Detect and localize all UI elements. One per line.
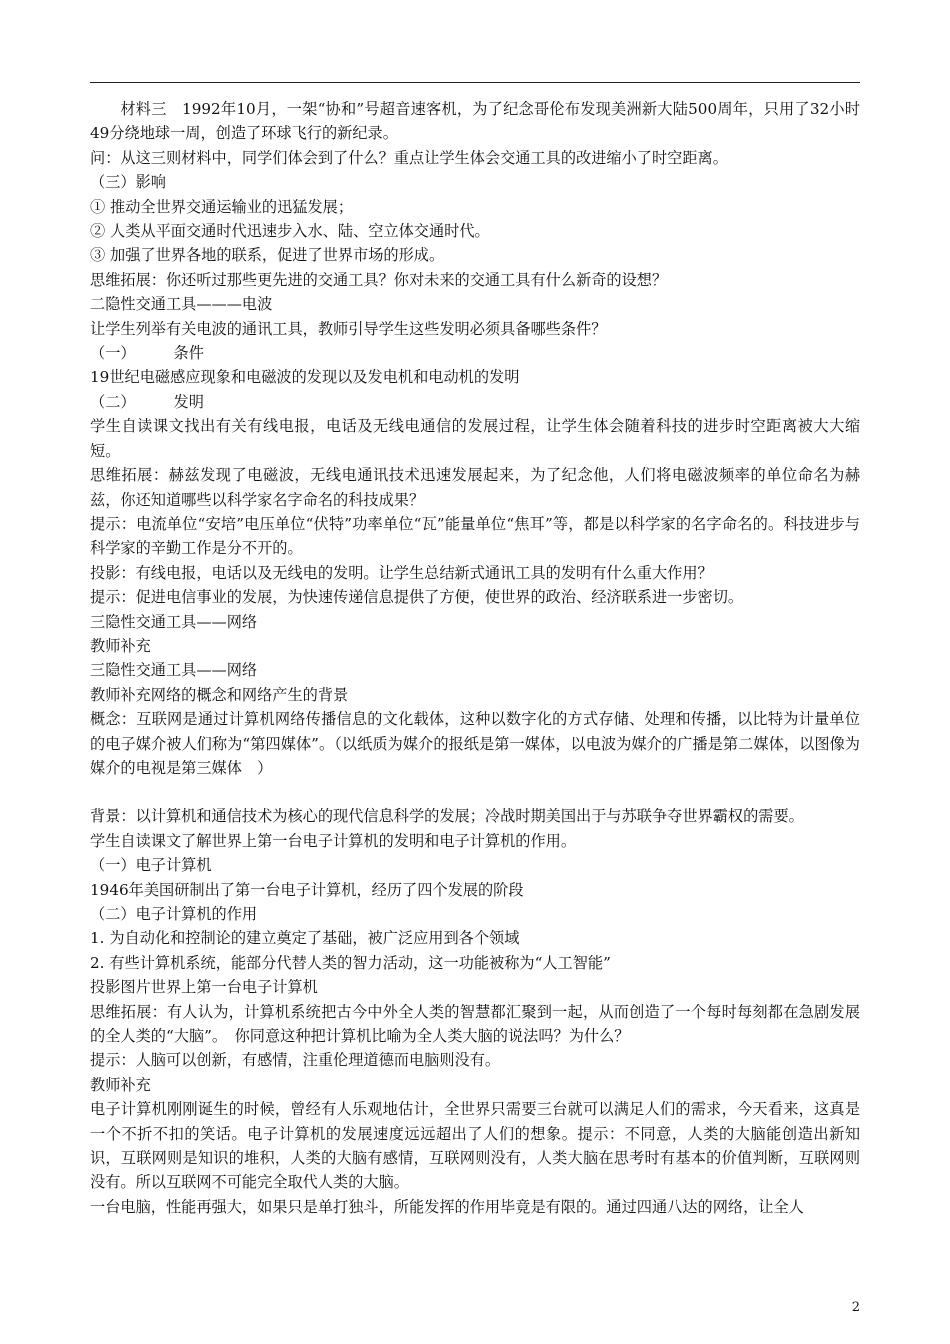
paragraph-one-computer: 一台电脑，性能再强大，如果只是单打独斗，所能发挥的作用毕竟是有限的。通过四通八达的网络，让全人 (90, 1197, 804, 1216)
paragraph-projection-2: 投影图片世界上第一台电子计算机 (90, 978, 318, 997)
list-item-impact-1: ① 推动全世界交通运输业的迅猛发展； (90, 197, 354, 216)
heading-impact: （三）影响 (90, 173, 166, 192)
paragraph-hint-2: 提示：促进电信事业的发展，为快速传递信息提供了方便，使世界的政治、经济联系进一步密切。 (90, 588, 744, 607)
list-item-role-2: 2. 有些计算机系统，能部分代替人类的智力活动，这一功能被称为“人工智能” (90, 953, 611, 972)
heading-radio-waves: 二隐性交通工具———电波 (90, 295, 273, 314)
paragraph-teacher-supplement-1: 教师补充 (90, 636, 151, 655)
paragraph-material-three: 材料三 1992年10月，一架“协和”号超音速客机，为了纪念哥伦布发现美洲新大陆500周年，只用了32小时49分绕地球一周，创造了环球飞行的新纪录。 (90, 100, 860, 143)
paragraph-thinking-3: 思维拓展：有人认为，计算机系统把古今中外全人类的智慧都汇聚到一起，从而创造了一个每时每刻都在急剧发展的全人类的“大脑”。 你同意这种把计算机比喻为全人类大脑的说法吗？为什么？ (90, 1002, 860, 1046)
list-item-impact-2: ② 人类从平面交通时代迅速步入水、陆、空立体交通时代。 (90, 222, 490, 241)
header-rule (90, 82, 860, 83)
paragraph-list-tools: 让学生列举有关电波的通讯工具，教师引导学生这些发明必须具备哪些条件？ (90, 319, 607, 338)
page-number: 2 (851, 1300, 860, 1315)
paragraph-thinking-2: 思维拓展：赫兹发现了电磁波，无线电通讯技术迅速发展起来，为了纪念他，人们将电磁波频率的单位命名为赫兹，你还知道哪些以科学家名字命名的科技成果？ (90, 466, 860, 509)
paragraph-conditions: 19世纪电磁感应现象和电磁波的发现以及发电机和电动机的发明 (90, 368, 520, 387)
document-body (90, 97, 860, 1219)
paragraph-question: 问：从这三则材料中，同学们体会到了什么？重点让学生体会交通工具的改进缩小了时空距离。 (90, 148, 728, 167)
paragraph-self-read-2: 学生自读课文了解世界上第一台电子计算机的发明和电子计算机的作用。 (90, 831, 576, 850)
heading-network-2: 三隐性交通工具——网络 (90, 661, 258, 680)
paragraph-teacher-supplement-2: 教师补充 (90, 1075, 151, 1094)
paragraph-thinking-1: 思维拓展：你还听过那些更先进的交通工具？你对未来的交通工具有什么新奇的设想？ (90, 270, 668, 289)
paragraph-computer-history: 电子计算机刚刚诞生的时候，曾经有人乐观地估计，全世界只需要三台就可以满足人们的需求，今天看来，这真是一个不折不扣的笑话。电子计算机的发展速度远远超出了人们的想象。提示：不同意，人类的大脑能创造出新知识，互联网则是知识的堆积，人类的大脑有感情，互联网则没有，人类大脑在思考时有基本的价值判断，互联网则没有。所以互联网不可能完全取代人类的大脑。 (90, 1100, 860, 1192)
heading-network-1: 三隐性交通工具——网络 (90, 612, 258, 631)
heading-inventions: （二） 发明 (90, 392, 204, 411)
paragraph-network-background: 教师补充网络的概念和网络产生的背景 (90, 685, 349, 704)
heading-conditions: （一） 条件 (90, 344, 204, 363)
paragraph-hint-1: 提示：电流单位“安培”电压单位“伏特”功率单位“瓦”能量单位“焦耳”等，都是以科学家的名字命名的。科技进步与科学家的辛勤工作是分不开的。 (90, 514, 860, 558)
list-item-role-1: 1. 为自动化和控制论的建立奠定了基础，被广泛应用到各个领域 (90, 929, 520, 948)
list-item-impact-3: ③ 加强了世界各地的联系，促进了世界市场的形成。 (90, 246, 445, 265)
paragraph-hint-3: 提示：人脑可以创新，有感情，注重伦理道德而电脑则没有。 (90, 1051, 501, 1070)
paragraph-concept: 概念：互联网是通过计算机网络传播信息的文化载体，这种以数字化的方式存储、处理和传播，以比特为计量单位的电子媒介被人们称为“第四媒体”。（以纸质为媒介的报纸是第一媒体，以电波为媒介的广播是第二媒体，以图像为媒介的电视是第三媒体 ） (90, 710, 860, 777)
paragraph-1946: 1946年美国研制出了第一台电子计算机，经历了四个发展的阶段 (90, 880, 524, 899)
paragraph-projection-1: 投影：有线电报，电话以及无线电的发明。让学生总结新式通讯工具的发明有什么重大作用？ (90, 563, 713, 582)
paragraph-self-read-1: 学生自读课文找出有关有线电报，电话及无线电通信的发展过程，让学生体会随着科技的进步时空距离被大大缩短。 (90, 417, 860, 460)
heading-computer-role: （二）电子计算机的作用 (90, 905, 258, 923)
paragraph-background: 背景：以计算机和通信技术为核心的现代信息科学的发展；冷战时期美国出于与苏联争夺世界霸权的需要。 (90, 807, 804, 826)
heading-computer: （一）电子计算机 (90, 856, 212, 875)
blank-line (90, 780, 860, 804)
